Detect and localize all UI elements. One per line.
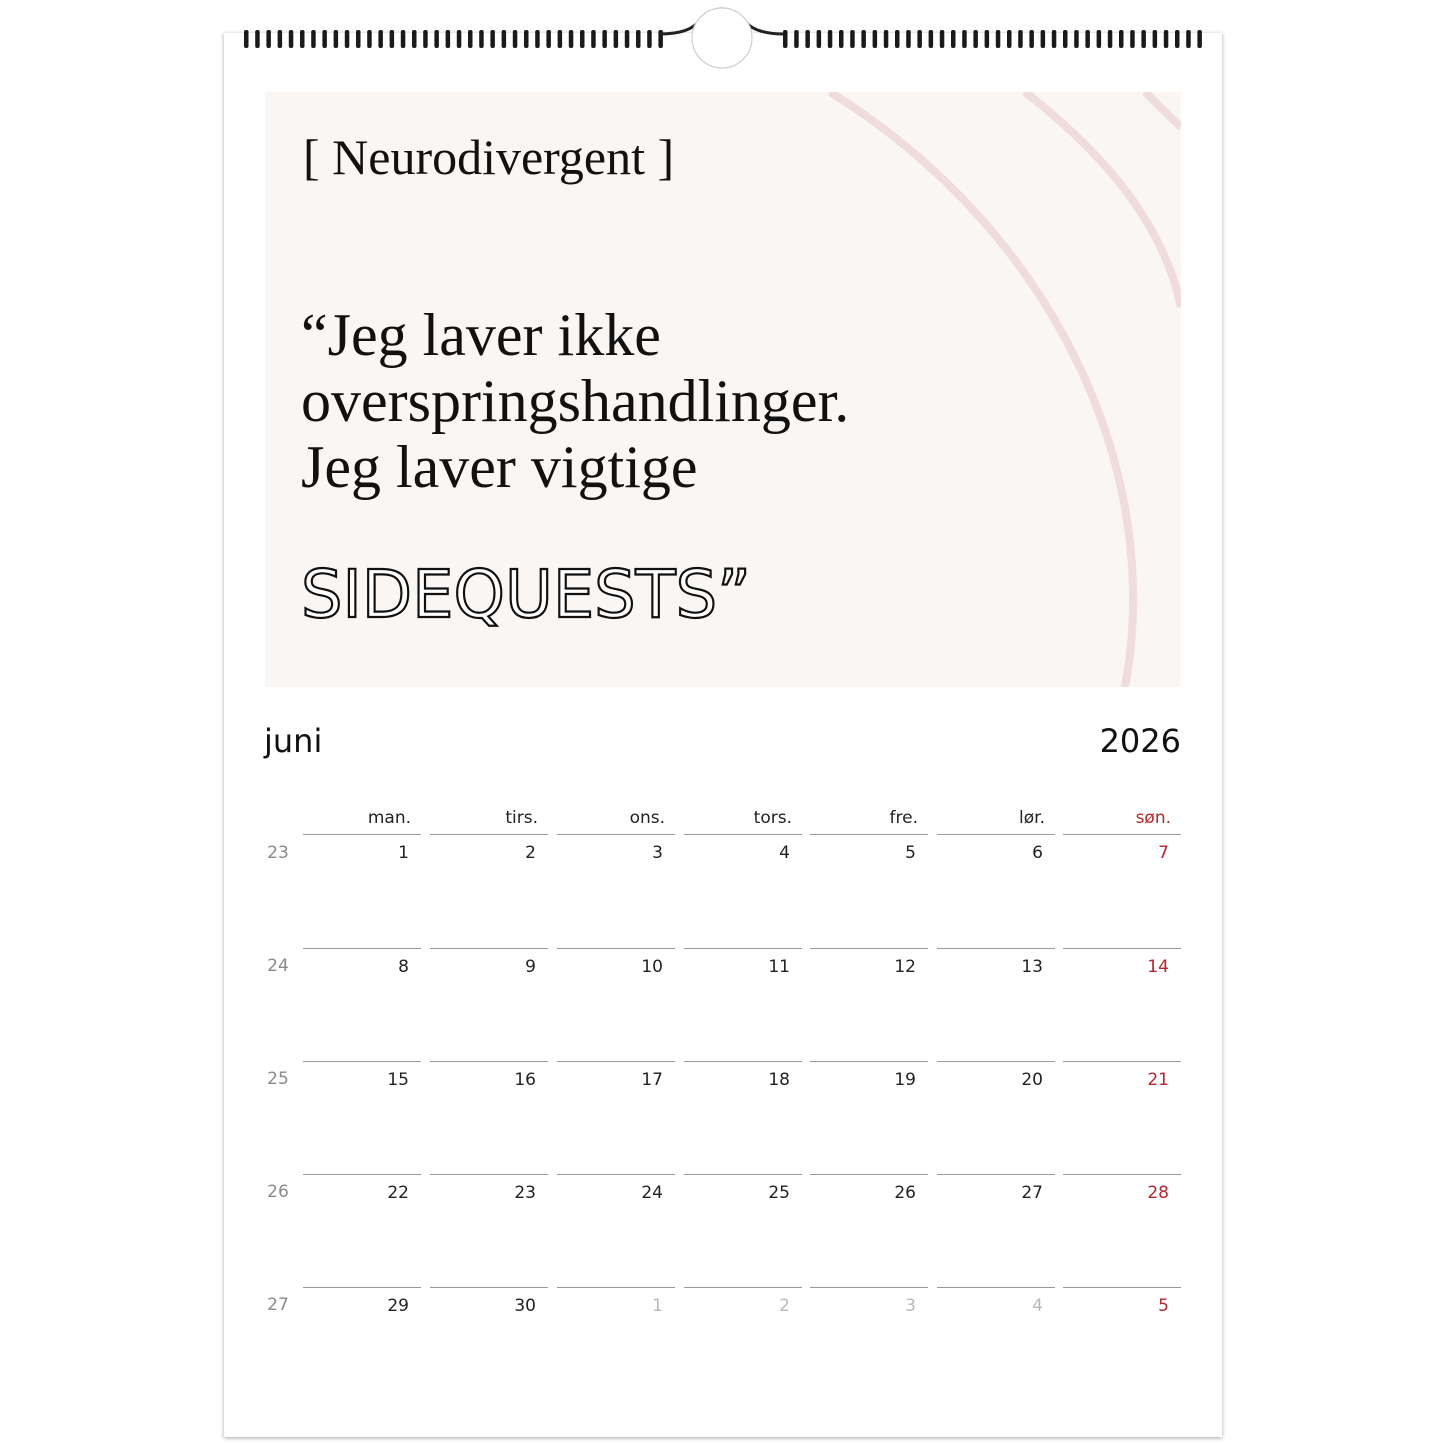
binding-coil (569, 30, 574, 48)
week-number: 24 (267, 956, 289, 976)
binding-coil (1052, 30, 1057, 48)
quote-highlight-text: SIDEQUESTS” (301, 556, 751, 633)
binding-coil (535, 30, 540, 48)
week-number: 27 (267, 1295, 289, 1315)
binding-coil (345, 30, 350, 48)
day-cell[interactable]: 12 (810, 948, 928, 1060)
binding-coil (423, 30, 428, 48)
binding-coil (300, 30, 305, 48)
day-cell[interactable]: 26 (810, 1174, 928, 1286)
binding-coil (1041, 30, 1046, 48)
day-cell[interactable]: 7 (1158, 843, 1169, 863)
day-cell[interactable]: 5 (905, 843, 916, 863)
weekday-header: tirs. (430, 800, 548, 835)
day-cell[interactable]: 1 (557, 1287, 675, 1399)
binding-coil (973, 30, 978, 48)
day-cell[interactable]: 4 (779, 843, 790, 863)
binding-coil (636, 30, 641, 48)
weekday-header: tors. (684, 800, 802, 835)
binding-coil (625, 30, 630, 48)
weekday-header: lør. (937, 800, 1055, 835)
binding-coil (322, 30, 327, 48)
weekday-header: fre. (810, 800, 928, 835)
binding-coil (446, 30, 451, 48)
binding-coil (524, 30, 529, 48)
year-label: 2026 (1099, 722, 1181, 760)
binding-coil (334, 30, 339, 48)
binding-coil (401, 30, 406, 48)
binding-coil (1063, 30, 1068, 48)
binding-coil (917, 30, 922, 48)
binding-coil (558, 30, 563, 48)
day-cell[interactable]: 20 (937, 1061, 1055, 1173)
day-cell[interactable]: 28 (1063, 1174, 1181, 1286)
binding-coil (985, 30, 990, 48)
binding-coil (817, 30, 822, 48)
quote-line: “Jeg laver ikke (301, 302, 661, 368)
binding-coil (356, 30, 361, 48)
binding-coil (1108, 30, 1113, 48)
binding-coil (850, 30, 855, 48)
day-cell[interactable]: 5 (1063, 1287, 1181, 1399)
binding-coil (794, 30, 799, 48)
binding-coil (390, 30, 395, 48)
day-cell[interactable]: 10 (557, 948, 675, 1060)
binding-coil (479, 30, 484, 48)
wire-binding (0, 0, 1445, 75)
binding-coil (895, 30, 900, 48)
binding-coil (434, 30, 439, 48)
binding-coil (962, 30, 967, 48)
day-cell[interactable]: 18 (684, 1061, 802, 1173)
binding-coil (1130, 30, 1135, 48)
binding-coil (805, 30, 810, 48)
week-number: 23 (267, 843, 289, 863)
binding-coil (1141, 30, 1146, 48)
binding-coil (412, 30, 417, 48)
quote-artwork (265, 92, 1181, 687)
quote-line: Jeg laver vigtige (301, 434, 698, 500)
binding-coil (1029, 30, 1034, 48)
binding-coil (1153, 30, 1158, 48)
binding-coil (546, 30, 551, 48)
binding-coil (1007, 30, 1012, 48)
binding-coil (906, 30, 911, 48)
binding-coil (244, 30, 249, 48)
binding-coil (468, 30, 473, 48)
month-label: juni (264, 722, 323, 760)
day-cell[interactable]: 30 (430, 1287, 548, 1399)
binding-coil (378, 30, 383, 48)
day-cell[interactable]: 2 (525, 843, 536, 863)
weekday-header: ons. (557, 800, 675, 835)
binding-coil (951, 30, 956, 48)
binding-coil (311, 30, 316, 48)
binding-coil (502, 30, 507, 48)
binding-coil (367, 30, 372, 48)
binding-coil (513, 30, 518, 48)
binding-coil (1018, 30, 1023, 48)
binding-coil (255, 30, 260, 48)
binding-coil (580, 30, 585, 48)
binding-coil (1186, 30, 1191, 48)
weekday-header: søn. (1063, 800, 1181, 835)
day-cell[interactable]: 4 (937, 1287, 1055, 1399)
binding-coil (861, 30, 866, 48)
binding-coil (647, 30, 652, 48)
day-cell[interactable]: 13 (937, 948, 1055, 1060)
day-cell[interactable]: 9 (430, 948, 548, 1060)
binding-coil (278, 30, 283, 48)
day-cell[interactable]: 27 (937, 1174, 1055, 1286)
binding-coil (1085, 30, 1090, 48)
binding-coil (457, 30, 462, 48)
binding-coil (1175, 30, 1180, 48)
day-cell[interactable]: 1 (398, 843, 409, 863)
binding-coil (1164, 30, 1169, 48)
binding-coil (884, 30, 889, 48)
weekday-header: man. (303, 800, 421, 835)
day-cell[interactable]: 24 (557, 1174, 675, 1286)
binding-coil (996, 30, 1001, 48)
binding-coil (591, 30, 596, 48)
quote-tag: [ Neurodivergent ] (303, 129, 675, 185)
binding-coil (1197, 30, 1202, 48)
day-cell[interactable]: 2 (684, 1287, 802, 1399)
day-cell[interactable]: 11 (684, 948, 802, 1060)
binding-coil (1097, 30, 1102, 48)
binding-coil (1074, 30, 1079, 48)
quote-text (301, 302, 849, 500)
binding-coil (614, 30, 619, 48)
binding-coil (828, 30, 833, 48)
day-cell[interactable]: 21 (1063, 1061, 1181, 1173)
calendar-grid (258, 800, 1181, 1340)
day-cell[interactable]: 14 (1063, 948, 1181, 1060)
quote-highlight-word (299, 547, 779, 637)
day-cell[interactable]: 15 (303, 1061, 421, 1173)
day-cell[interactable]: 3 (810, 1287, 928, 1399)
day-cell[interactable]: 6 (1032, 843, 1043, 863)
binding-coil (602, 30, 607, 48)
binding-coil (929, 30, 934, 48)
day-cell[interactable]: 16 (430, 1061, 548, 1173)
day-cell[interactable]: 17 (557, 1061, 675, 1173)
binding-coil (1119, 30, 1124, 48)
binding-coil (289, 30, 294, 48)
binding-coil (940, 30, 945, 48)
day-cell[interactable]: 29 (303, 1287, 421, 1399)
binding-coil (490, 30, 495, 48)
binding-coil (873, 30, 878, 48)
week-number: 26 (267, 1182, 289, 1202)
day-cell[interactable]: 8 (303, 948, 421, 1060)
day-cell[interactable]: 22 (303, 1174, 421, 1286)
day-cell[interactable]: 23 (430, 1174, 548, 1286)
day-cell[interactable]: 25 (684, 1174, 802, 1286)
day-cell[interactable]: 19 (810, 1061, 928, 1173)
binding-coil (266, 30, 271, 48)
week-number: 25 (267, 1069, 289, 1089)
day-cell[interactable]: 3 (652, 843, 663, 863)
binding-coil (839, 30, 844, 48)
quote-line: overspringshandlinger. (301, 368, 850, 434)
